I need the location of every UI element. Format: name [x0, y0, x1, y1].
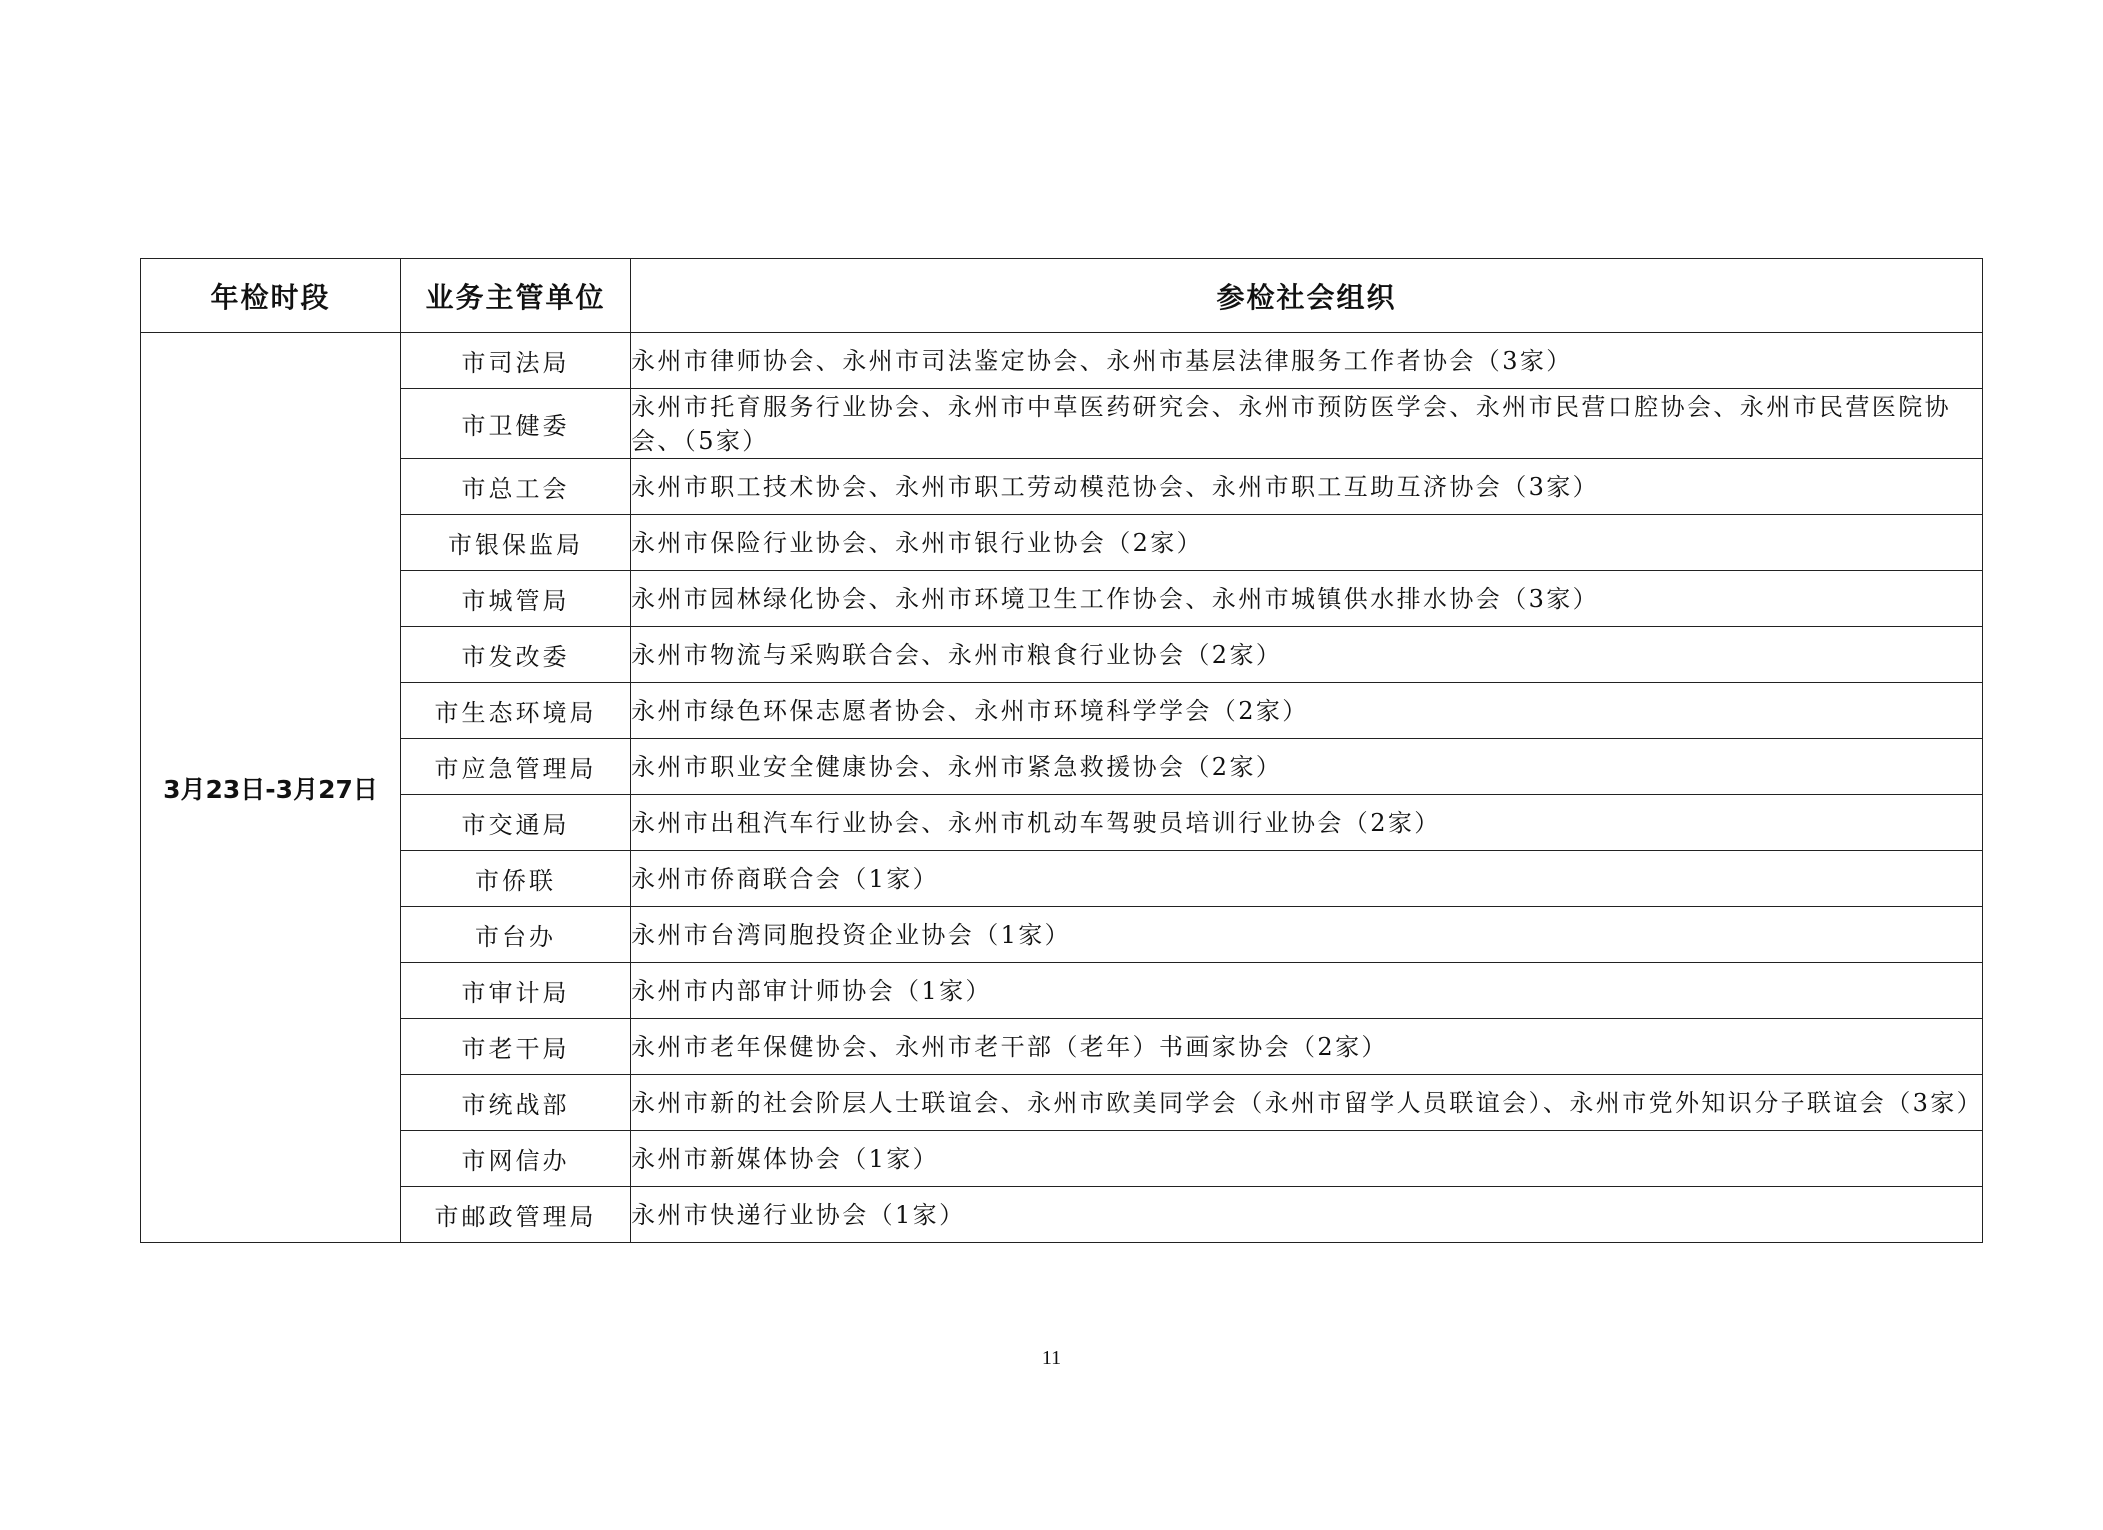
table-row — [141, 389, 1983, 459]
orgs-cell: 永州市职业安全健康协会、永州市紧急救援协会（2家） — [631, 739, 1983, 795]
unit-cell: 市生态环境局 — [401, 683, 631, 739]
table-row — [141, 515, 1983, 571]
table-row — [141, 851, 1983, 907]
orgs-cell: 永州市新媒体协会（1家） — [631, 1131, 1983, 1187]
table-row — [141, 907, 1983, 963]
orgs-cell: 永州市物流与采购联合会、永州市粮食行业协会（2家） — [631, 627, 1983, 683]
unit-cell: 市卫健委 — [401, 389, 631, 459]
orgs-cell: 永州市托育服务行业协会、永州市中草医药研究会、永州市预防医学会、永州市民营口腔协会、永州市民营医院协会、（5家） — [631, 389, 1983, 459]
header-unit: 业务主管单位 — [401, 259, 631, 333]
unit-cell: 市总工会 — [401, 459, 631, 515]
orgs-cell: 永州市老年保健协会、永州市老干部（老年）书画家协会（2家） — [631, 1019, 1983, 1075]
orgs-cell: 永州市园林绿化协会、永州市环境卫生工作协会、永州市城镇供水排水协会（3家） — [631, 571, 1983, 627]
unit-cell: 市邮政管理局 — [401, 1187, 631, 1243]
orgs-cell: 永州市出租汽车行业协会、永州市机动车驾驶员培训行业协会（2家） — [631, 795, 1983, 851]
unit-cell: 市城管局 — [401, 571, 631, 627]
orgs-cell: 永州市侨商联合会（1家） — [631, 851, 1983, 907]
unit-cell: 市老干局 — [401, 1019, 631, 1075]
orgs-cell: 永州市新的社会阶层人士联谊会、永州市欧美同学会（永州市留学人员联谊会）、永州市党外知识分子联谊会（3家） — [631, 1075, 1983, 1131]
table-row — [141, 1019, 1983, 1075]
unit-cell: 市网信办 — [401, 1131, 631, 1187]
unit-cell: 市台办 — [401, 907, 631, 963]
unit-cell: 市统战部 — [401, 1075, 631, 1131]
orgs-cell: 永州市职工技术协会、永州市职工劳动模范协会、永州市职工互助互济协会（3家） — [631, 459, 1983, 515]
unit-cell: 市侨联 — [401, 851, 631, 907]
orgs-cell: 永州市律师协会、永州市司法鉴定协会、永州市基层法律服务工作者协会（3家） — [631, 333, 1983, 389]
table-header-row — [141, 259, 1983, 333]
inspection-period: 3月23日-3月27日 — [141, 333, 401, 1243]
table-row — [141, 627, 1983, 683]
table-row — [141, 963, 1983, 1019]
table-row — [141, 739, 1983, 795]
unit-cell: 市审计局 — [401, 963, 631, 1019]
orgs-cell: 永州市绿色环保志愿者协会、永州市环境科学学会（2家） — [631, 683, 1983, 739]
table-row — [141, 683, 1983, 739]
orgs-cell: 永州市内部审计师协会（1家） — [631, 963, 1983, 1019]
header-period: 年检时段 — [141, 259, 401, 333]
unit-cell: 市交通局 — [401, 795, 631, 851]
orgs-cell: 永州市保险行业协会、永州市银行业协会（2家） — [631, 515, 1983, 571]
orgs-cell: 永州市台湾同胞投资企业协会（1家） — [631, 907, 1983, 963]
table-row — [141, 1075, 1983, 1131]
unit-cell: 市发改委 — [401, 627, 631, 683]
table-row — [141, 459, 1983, 515]
page-number: 11 — [1041, 1347, 1062, 1369]
table-row — [141, 571, 1983, 627]
table-row — [141, 1131, 1983, 1187]
unit-cell: 市司法局 — [401, 333, 631, 389]
unit-cell: 市应急管理局 — [401, 739, 631, 795]
table-row — [141, 795, 1983, 851]
table-row — [141, 333, 1983, 389]
header-orgs: 参检社会组织 — [631, 259, 1983, 333]
unit-cell: 市银保监局 — [401, 515, 631, 571]
table-row — [141, 1187, 1983, 1243]
annual-inspection-table — [140, 258, 1983, 1243]
orgs-cell: 永州市快递行业协会（1家） — [631, 1187, 1983, 1243]
